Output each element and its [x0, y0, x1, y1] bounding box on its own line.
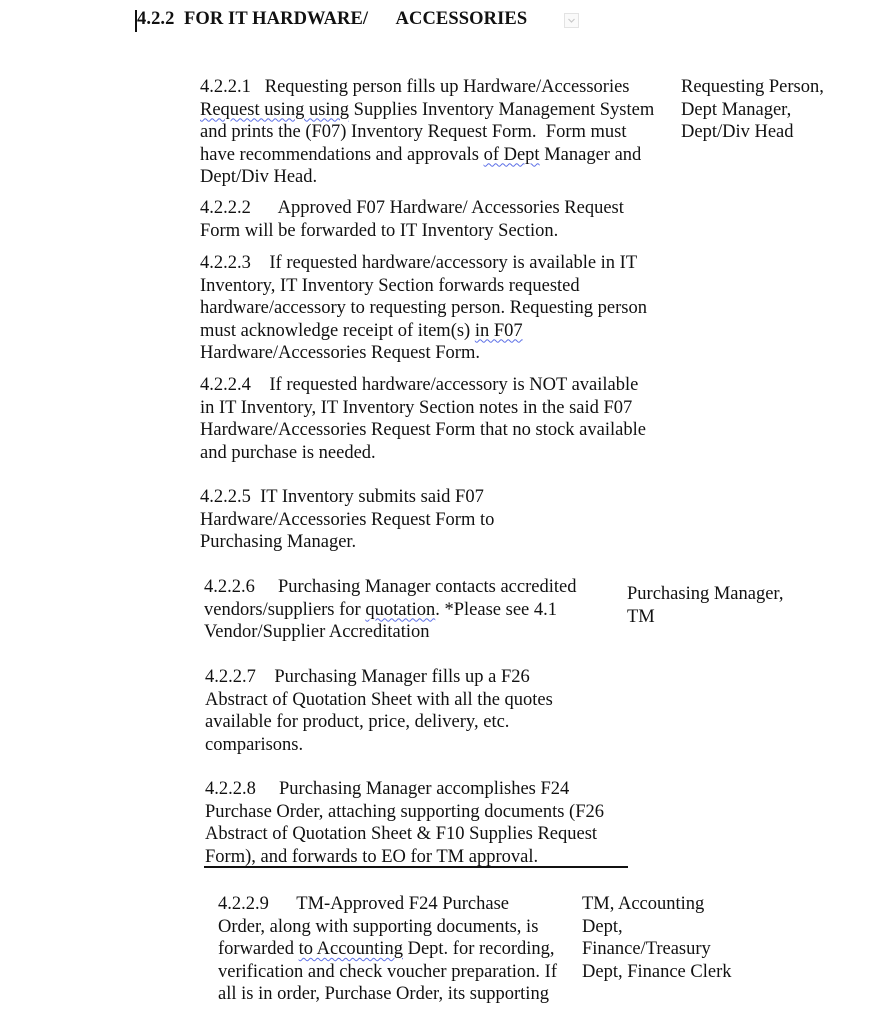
step-text: Hardware/Accessories Request Form to: [200, 509, 495, 530]
step-line: [200, 486, 494, 509]
responsible-party: TM: [627, 606, 655, 627]
step-text: have recommendations and approvals: [200, 144, 484, 165]
step-4-2-2-6: [204, 576, 576, 644]
responsible-4-2-2-1: [681, 76, 824, 144]
step-line: [200, 397, 646, 420]
heading-dropdown-button[interactable]: [564, 13, 579, 28]
spellcheck-flagged-text: quotation: [365, 599, 436, 620]
heading-number: 4.2.2: [137, 9, 175, 29]
responsible-4-2-2-6: [627, 583, 783, 628]
spellcheck-flagged-text: of Dept: [483, 144, 540, 165]
step-text: Order, along with supporting documents, is: [218, 916, 539, 937]
step-4-2-2-8: [205, 778, 604, 868]
step-line: [204, 621, 576, 644]
step-line: [218, 983, 557, 1006]
step-text: 4.2.2.6 Purchasing Manager contacts accredited: [204, 577, 577, 597]
step-line: [200, 144, 654, 167]
step-line: [204, 599, 576, 622]
step-text: Inventory, IT Inventory Section forwards requested: [200, 275, 580, 296]
section-heading: [137, 9, 527, 30]
chevron-down-icon: [565, 14, 578, 27]
step-text: forwarded: [218, 939, 299, 959]
step-line: [204, 576, 576, 599]
step-text: available for product, price, delivery, etc.: [205, 712, 510, 732]
step-line: [200, 419, 646, 442]
step-text: 4.2.2.5 IT Inventory submits said F07: [200, 487, 484, 507]
step-line: [200, 320, 647, 343]
step-line: [218, 938, 557, 961]
step-line: [200, 531, 494, 554]
spellcheck-flagged-text: to Accounting: [298, 939, 403, 959]
step-text: 4.2.2.7 Purchasing Manager fills up a F26: [205, 667, 530, 687]
step-line: [200, 252, 647, 275]
step-4-2-2-3: [200, 252, 647, 365]
step-text: Form), and forwards to EO for TM approval.: [205, 846, 539, 867]
heading-title-part-2: ACCESSORIES: [395, 9, 528, 29]
step-line: [200, 166, 654, 189]
step-line: [205, 734, 553, 757]
step-text: in IT Inventory, IT Inventory Section notes in the said F07: [200, 397, 633, 418]
step-line: [205, 801, 604, 824]
step-line: [200, 197, 624, 220]
step-line: [205, 778, 604, 801]
step-text: hardware/accessory to requesting person. Requesting person: [200, 298, 647, 318]
step-line: [200, 76, 654, 99]
responsible-party: Requesting Person,: [681, 77, 824, 97]
step-line: [200, 297, 647, 320]
step-4-2-2-1: [200, 76, 654, 189]
step-4-2-2-5: [200, 486, 494, 554]
step-line: [218, 916, 557, 939]
step-line: [218, 893, 557, 916]
spellcheck-flagged-text: in F07: [474, 320, 523, 341]
step-line: [205, 666, 553, 689]
step-text: 4.2.2.9 TM-Approved F24 Purchase: [218, 894, 510, 914]
step-text: vendors/suppliers for: [204, 599, 366, 620]
step-text: Dept. for recording,: [402, 939, 555, 959]
step-text: Abstract of Quotation Sheet & F10 Supplies Request: [205, 824, 598, 844]
responsible-party: Purchasing Manager,: [627, 584, 784, 604]
step-text: Purchasing Manager.: [200, 532, 357, 552]
step-text: Purchase Order, attaching supporting documents (F26: [205, 801, 604, 822]
step-line: [200, 509, 494, 532]
step-line: [200, 275, 647, 298]
step-4-2-2-4: [200, 374, 646, 464]
step-line: [200, 220, 624, 243]
responsible-party: Dept/Div Head: [681, 122, 794, 142]
step-line: [218, 961, 557, 984]
step-text: 4.2.2.1 Requesting person fills up Hardware/Accessories: [200, 77, 630, 97]
responsible-party: TM, Accounting: [582, 894, 705, 914]
step-text: Abstract of Quotation Sheet with all the quotes: [205, 689, 553, 710]
step-line: [200, 442, 646, 465]
step-text: Manager and: [539, 144, 642, 165]
step-text: must acknowledge receipt of item(s): [200, 320, 475, 341]
step-line: [200, 342, 647, 365]
step-text: 4.2.2.8 Purchasing Manager accomplishes F24: [205, 779, 570, 799]
step-text: Vendor/Supplier Accreditation: [204, 622, 430, 642]
responsible-4-2-2-9: [582, 893, 732, 983]
spellcheck-flagged-text: Request using using: [200, 99, 350, 120]
responsible-party: Dept, Finance Clerk: [582, 961, 732, 982]
step-line: [205, 689, 553, 712]
step-text: Supplies Inventory Management System: [349, 99, 655, 120]
responsible-party: Dept Manager,: [681, 99, 792, 120]
step-line: [205, 846, 604, 869]
step-line: [200, 121, 654, 144]
step-text: verification and check voucher preparation. If: [218, 961, 557, 982]
step-text: all is in order, Purchase Order, its supporting: [218, 984, 549, 1004]
step-text: . *Please see 4.1: [435, 599, 557, 620]
step-text: comparisons.: [205, 734, 304, 755]
step-text: Dept/Div Head.: [200, 167, 318, 187]
table-row-border: [204, 866, 628, 868]
step-text: and purchase is needed.: [200, 442, 376, 463]
step-line: [200, 374, 646, 397]
step-text: Hardware/Accessories Request Form that no stock available: [200, 420, 646, 440]
step-4-2-2-7: [205, 666, 553, 756]
step-text: 4.2.2.4 If requested hardware/accessory is NOT available: [200, 375, 639, 395]
step-text: 4.2.2.3 If requested hardware/accessory is available in IT: [200, 253, 638, 273]
responsible-party: Dept,: [582, 916, 623, 937]
step-text: and prints the (F07) Inventory Request Form. Form must: [200, 122, 627, 142]
step-4-2-2-9: [218, 893, 557, 1006]
heading-title-part-1: FOR IT HARDWARE/: [183, 9, 369, 29]
step-text: 4.2.2.2 Approved F07 Hardware/ Accessories Request: [200, 198, 624, 218]
step-text: Form will be forwarded to IT Inventory Section.: [200, 220, 559, 241]
responsible-party: Finance/Treasury: [582, 939, 711, 959]
step-line: [205, 711, 553, 734]
step-4-2-2-2: [200, 197, 624, 242]
step-line: [200, 99, 654, 122]
step-line: [205, 823, 604, 846]
step-text: Hardware/Accessories Request Form.: [200, 343, 480, 363]
